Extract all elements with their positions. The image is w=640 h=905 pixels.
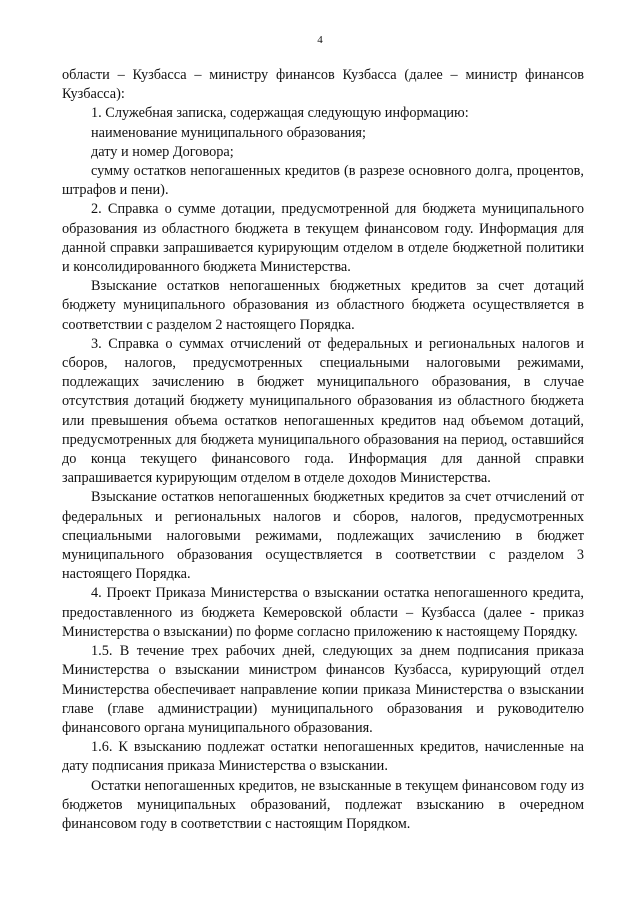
paragraph-6: 2. Справка о сумме дотации, предусмотренной для бюджета муниципального образования из областного бюджета в текущем финансовом году. Информация для данной справки запрашивается курирующим отделом в отделе бюджетной политики и консолидированного бюджета Министерства. (62, 201, 584, 276)
paragraph-7: Взыскание остатков непогашенных бюджетных кредитов за счет дотаций бюджету муниципального образования из областного бюджета осуществляется в соответствии с разделом 2 настоящего Порядка. (62, 278, 584, 333)
paragraph-13: Остатки непогашенных кредитов, не взысканные в текущем финансовом году из бюджетов муниципальных образований, подлежат взысканию в очередном финансовом году в соответствии с настоящим Порядком. (62, 777, 584, 832)
paragraph-11: 1.5. В течение трех рабочих дней, следующих за днем подписания приказа Министерства о взыскании министром финансов Кузбасса, курирующий отдел Министерства обеспечивает направление копии приказа Министерства о взыскании главе (главе администрации) муниципального образования и руководителю финансового органа муниципального образования. (62, 643, 584, 736)
paragraph-4: дату и номер Договора; (91, 143, 234, 160)
document-body (62, 66, 584, 834)
paragraph-2: 1. Служебная записка, содержащая следующую информацию: (91, 105, 469, 122)
page-number: 4 (317, 34, 323, 46)
paragraph-3: наименование муниципального образования; (91, 124, 366, 141)
paragraph-12: 1.6. К взысканию подлежат остатки непогашенных кредитов, начисленные на дату подписания приказа Министерства о взыскании. (62, 739, 584, 775)
paragraph-1: области – Кузбасса – министру финансов Кузбасса (далее – министр финансов Кузбасса): (62, 67, 584, 103)
paragraph-10: 4. Проект Приказа Министерства о взыскании остатка непогашенного кредита, предоставленного из бюджета Кемеровской области – Кузбасса (далее - приказ Министерства о взыскании) по форме согласно приложению к настоящему Порядку. (62, 585, 584, 640)
paragraph-5: сумму остатков непогашенных кредитов (в разрезе основного долга, процентов, штрафов и пени). (62, 163, 584, 199)
paragraph-8: 3. Справка о суммах отчислений от федеральных и региональных налогов и сборов, налогов, предусмотренных специальными налоговыми режимами, подлежащих зачислению в бюджет муниципального образования, в случае отсутствия дотаций бюджету муниципального образования из областного бюджета или превышения объема остатков непогашенных кредитов над объемом дотаций, предусмотренных для бюджета муниципального образования на период, оставшийся до конца текущего финансового года. Информация для данной справки запрашивается курирующим отделом в отделе доходов Министерства. (62, 335, 584, 487)
paragraph-9: Взыскание остатков непогашенных бюджетных кредитов за счет отчислений от федеральных и региональных налогов и сборов, налогов, предусмотренных специальными налоговыми режимами, подлежащих зачислению в бюджет муниципального образования осуществляется в соответствии с разделом 3 настоящего Порядка. (62, 489, 584, 583)
